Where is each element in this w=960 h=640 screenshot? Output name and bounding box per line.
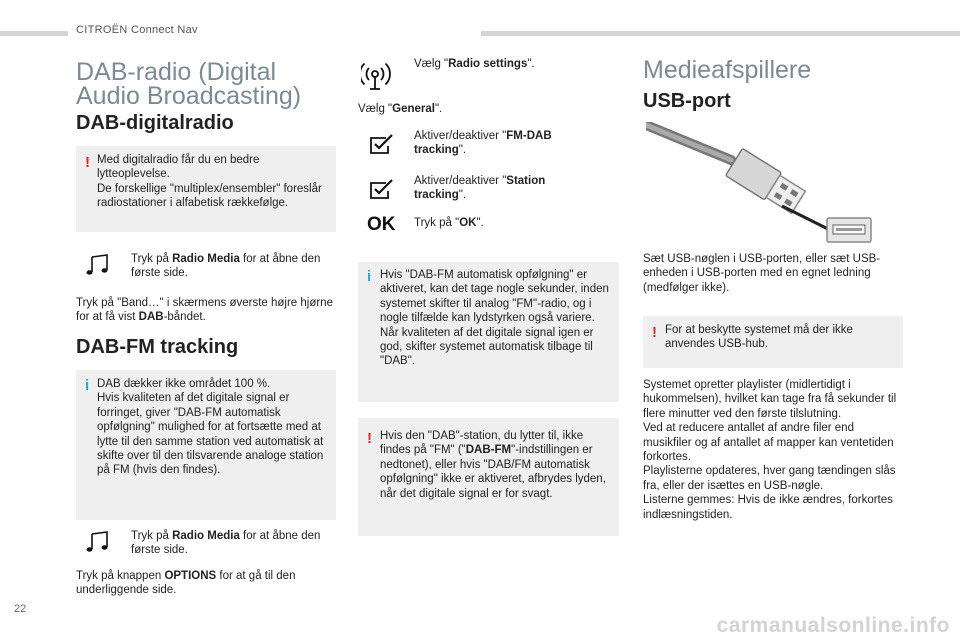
step-text: for at åbne den første side. [131,253,321,280]
warning-mark-icon: ! [652,324,657,341]
step-radio-settings [414,57,614,71]
warning-box-signal-weak [358,418,619,536]
section-title-dab-digitalradio: DAB-digitalradio [76,112,234,134]
music-note-icon [86,254,110,276]
warn-text: Hvis den "DAB"-station, du lytter til, ikke findes på "FM" (" [380,430,584,457]
music-note-icon [86,531,110,553]
para-bold: OPTIONS [164,570,217,582]
step-open-radio-media [131,252,331,281]
para-text: Tryk på "Band…" i skærmens øverste højre hjørne for at få vist [76,297,333,324]
step-open-radio-media-2 [131,529,331,558]
watermark: carmanualsonline.info [716,614,950,637]
info-text: Hvis "DAB-FM automatisk opfølgning" er aktiveret, kan det tage nogle sekunder, inden systemet skifter til analog "FM"-radio, og i nogle tilfælde kan lydstyrken også variere. Når kvaliteten af det digitale signal igen er god, skifter systemet automatisk tilbage til "DAB". [380,269,609,368]
warning-mark-icon: ! [367,430,372,447]
page-title: DAB-radio (Digital Audio Broadcasting) [76,58,302,110]
header-bar-left [0,31,68,36]
paragraph-insert-usb: Sæt USB-nøglen i USB-porten, eller sæt USB-enheden i USB-porten med en egnet ledning (medfølger ikke). [643,253,881,294]
warning-text: Med digitalradio får du en bedre lytteoplevelse. De forskellige "multiplex/ensembler" foreslår radiostationer i alfabetisk rækkefølge. [97,154,322,210]
section-title-media-players: Medieafspillere [643,56,812,84]
para-text: Tryk på knappen [76,570,165,582]
para-text: -båndet. [163,311,206,324]
step-text: Vælg " [414,58,449,70]
step-text: ". [527,58,535,70]
step-text: Aktiver/deaktiver " [414,130,507,142]
warning-box-digitalradio [76,146,336,232]
page-number: 22 [14,603,27,615]
step-text: Tryk på [131,253,173,265]
step-text: ". [458,189,467,202]
header-bar-right [481,31,960,36]
para-text: Vælg " [358,103,393,115]
step-text: Tryk på " [414,217,460,229]
warning-text: For at beskytte systemet må der ikke anvendes USB-hub. [665,324,853,351]
warn-bold: DAB-FM [465,444,512,457]
para-text: ". [434,103,443,115]
paragraph-options [76,569,336,598]
step-text: Tryk på [131,530,173,542]
step-press-ok [414,216,484,230]
step-bold: Radio Media [172,253,240,265]
info-box-dab-fm [76,370,336,520]
para-bold: DAB [138,311,164,324]
step-text: for at åbne den første side. [131,530,321,557]
radio-signal-icon [361,58,395,92]
info-mark-icon: i [85,377,90,394]
warning-mark-icon: ! [85,154,90,171]
checkbox-icon [369,178,395,200]
section-title-dab-fm-tracking: DAB-FM tracking [76,336,239,358]
section-title-usb-port: USB-port [643,90,731,112]
paragraph-playlists: Systemet opretter playlister (midlertidigt i hukommelsen), hvilket kan tage fra få sekunder til flere minutter ved den første tilslutning. Ved at reducere antallet af andre filer end musikfiler og af antallet af mapper kan ventetiden forkortes. Playlisterne opdateres, hver gang tændingen slås fra, eller der isættes en USB-nøgle. Listerne gemmes: Hvis de ikke ændres, forkortes indlæsningstiden. [643,379,897,521]
warn-text: "-indstillingen er nedtonet), eller hvis "DAB/FM automatisk opfølgning" ikke er aktiveret, afbrydes lyden, når det digitale signal er for svagt. [380,444,606,500]
info-text: DAB dækker ikke området 100 %. Hvis kvaliteten af det digitale signal er forringet, giver "DAB-FM automatisk opfølgning" mulighed for at fortsætte med at lytte til den samme station ved automatisk at skifte over til den tilsvarende analoge station på FM (hvis den findes). [97,378,324,477]
para-bold: General [392,103,435,115]
step-bold: FM-DAB tracking [414,130,552,157]
step-text: ". [458,144,467,157]
step-bold: Radio settings [448,58,528,70]
ok-icon: OK [367,214,396,235]
info-mark-icon: i [367,268,372,285]
paragraph-general [358,102,442,116]
step-bold: Station tracking [414,175,546,202]
warning-text [380,429,614,501]
usb-port-icon [826,217,872,243]
header-title: CITROËN Connect Nav [76,24,198,36]
info-box-dab-fm-delay [358,262,619,402]
warning-box-usb-hub [643,316,903,368]
step-text: Aktiver/deaktiver " [414,175,507,187]
paragraph-band [76,296,336,325]
step-station-tracking [414,174,589,203]
para-text: for at gå til den underliggende side. [76,570,296,597]
step-fm-dab-tracking [414,129,589,158]
checkbox-icon [369,133,395,155]
step-bold: Radio Media [172,530,240,542]
step-text: ". [476,217,484,229]
step-bold: OK [459,217,477,229]
